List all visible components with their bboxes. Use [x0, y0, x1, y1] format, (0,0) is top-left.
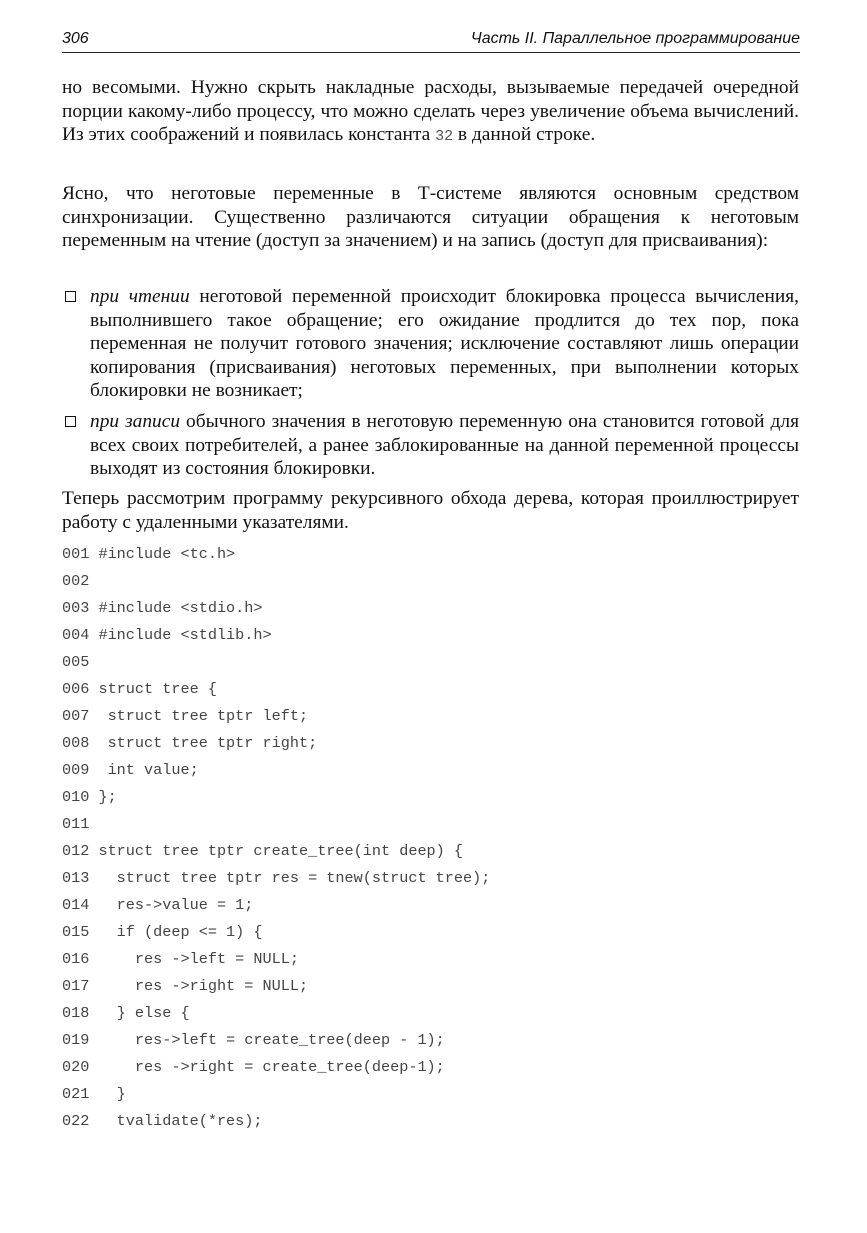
code-line: 010 }; [62, 788, 117, 806]
code-line: 020 res ->right = create_tree(deep-1); [62, 1058, 445, 1076]
paragraph-3: Теперь рассмотрим программу рекурсивного обхода дерева, которая проиллюстрирует работу с удаленными указателями. [62, 488, 799, 533]
code-line: 007 struct tree tptr left; [62, 707, 309, 725]
code-line: 015 if (deep <= 1) { [62, 923, 263, 941]
code-line: 011 [62, 815, 90, 833]
code-line: 019 res->left = create_tree(deep - 1); [62, 1031, 445, 1049]
bullet-text: обычного значения в неготовую переменную она становится готовой для всех своих потребителей, а ранее заблокированные на данной переменной процессы выходят из состояния блокировки. [90, 410, 799, 480]
paragraph-1-text-before: но весомыми. Нужно скрыть накладные расходы, вызываемые передачей очередной порции какому-либо процессу, что можно сделать через увеличение объема вычислений. Из этих соображений и появилась константа [62, 77, 799, 146]
running-title: Часть II. Параллельное программирование [470, 30, 800, 47]
code-line: 016 res ->left = NULL; [62, 950, 299, 968]
code-line: 009 int value; [62, 761, 199, 779]
code-line: 002 [62, 572, 90, 590]
bullet-emphasis: при записи [90, 410, 181, 432]
code-line: 003 #include <stdio.h> [62, 599, 263, 617]
running-header [62, 30, 800, 53]
code-line: 021 } [62, 1085, 126, 1103]
code-line: 013 struct tree tptr res = tnew(struct tree); [62, 869, 491, 887]
code-listing [62, 541, 799, 1135]
bullet-text: неготовой переменной происходит блокировка процесса вычисления, выполнившего такое обращение; его ожидание продлится до тех пор, пока переменная не получит готового значения; исключение составляют лишь операции копирования (присваивания) неготовых переменных, при выполнении которых блокировки не возникает; [90, 286, 799, 402]
code-line: 001 #include <tc.h> [62, 545, 236, 563]
code-line: 006 struct tree { [62, 680, 217, 698]
paragraph-2: Ясно, что неготовые переменные в Т-системе являются основным средством синхронизации. Существенно различаются ситуации обращения к неготовым переменным на чтение (доступ за значением) и на запись (доступ для присваивания): [62, 183, 799, 252]
page-number: 306 [62, 30, 89, 47]
bullet-list [62, 285, 799, 481]
bullet-emphasis: при чтении [90, 286, 190, 307]
inline-code-constant: 32 [435, 128, 454, 146]
checkbox-bullet-icon [65, 416, 76, 427]
code-line: 012 struct tree tptr create_tree(int deep) { [62, 842, 464, 860]
code-line: 014 res->value = 1; [62, 896, 254, 914]
code-line: 017 res ->right = NULL; [62, 977, 309, 995]
code-line: 018 } else { [62, 1004, 190, 1022]
code-line: 004 #include <stdlib.h> [62, 626, 272, 644]
checkbox-bullet-icon [65, 291, 76, 302]
bullet-item-read [62, 285, 799, 403]
code-line: 005 [62, 653, 90, 671]
bullet-item-write [62, 410, 799, 481]
code-line: 008 struct tree tptr right; [62, 734, 318, 752]
paragraph-1 [62, 76, 799, 149]
code-line: 022 tvalidate(*res); [62, 1112, 263, 1130]
paragraph-1-text-after: в данной строке. [453, 124, 596, 146]
